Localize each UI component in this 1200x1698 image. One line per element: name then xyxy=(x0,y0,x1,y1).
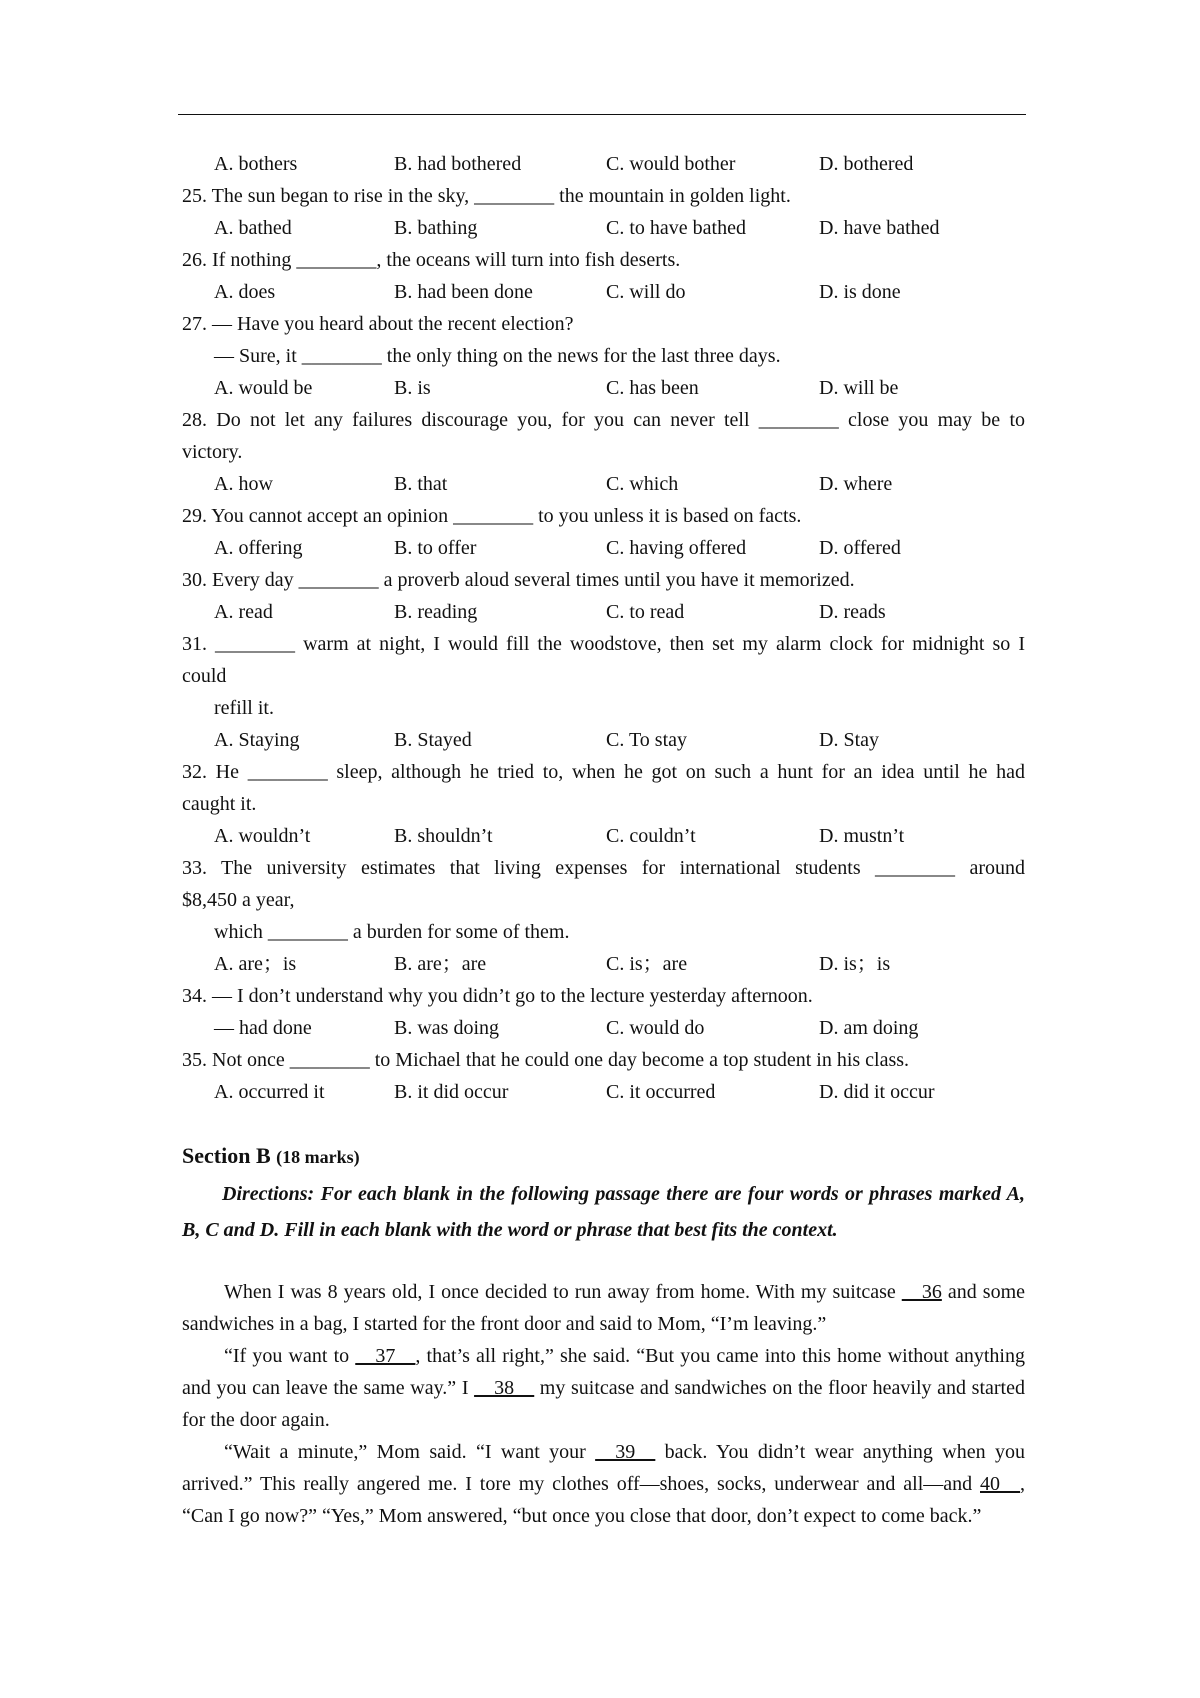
q31-options xyxy=(182,724,1025,756)
passage-text: back. You didn’t wear anything when you arrived.” This really angered me. I tore my clothes off—shoes, socks, underwear and all—and xyxy=(182,1441,1025,1495)
passage-text: , “Can I go now?” “Yes,” Mom answered, “but once you close that door, don’t expect to come back.” xyxy=(182,1473,1025,1527)
q24-option-a: A. bothers xyxy=(214,153,298,175)
q24-options xyxy=(182,148,1025,180)
q28-options xyxy=(182,468,1025,500)
q34-option-a: — had done xyxy=(214,1017,312,1039)
q34-option-d: D. am doing xyxy=(819,1017,919,1039)
q35-option-a: A. occurred it xyxy=(214,1081,325,1103)
q32-option-d: D. mustn’t xyxy=(819,825,905,847)
blank-38: __38__ xyxy=(474,1377,535,1399)
blank-40: 40__ xyxy=(980,1473,1020,1495)
cloze-passage xyxy=(182,1276,1025,1532)
q33-option-a: A. are；is xyxy=(214,953,297,975)
q34-stem: 34. — I don’t understand why you didn’t go to the lecture yesterday afternoon. xyxy=(182,985,813,1007)
q31-option-a: A. Staying xyxy=(214,729,300,751)
header-rule xyxy=(178,114,1026,115)
q33-options xyxy=(182,948,1025,980)
q25-options xyxy=(182,212,1025,244)
q34-option-b: B. was doing xyxy=(394,1017,499,1039)
q33-stem: 33. The university estimates that living expenses for international students ________ around xyxy=(182,857,1025,879)
q33-option-d: D. is；is xyxy=(819,953,891,975)
q28-option-a: A. how xyxy=(214,473,273,495)
q28-option-d: D. where xyxy=(819,473,893,495)
passage-text: “If you want to xyxy=(224,1345,356,1367)
passage-text: “Wait a minute,” Mom said. “I want your xyxy=(224,1441,596,1463)
q33-stem-cont2: which ________ a burden for some of them. xyxy=(214,921,570,943)
q25-option-b: B. bathing xyxy=(394,217,478,239)
q29-option-c: C. having offered xyxy=(606,537,747,559)
q30-option-d: D. reads xyxy=(819,601,886,623)
q25-option-d: D. have bathed xyxy=(819,217,940,239)
section-b-title: Section B xyxy=(182,1143,271,1168)
q29-option-b: B. to offer xyxy=(394,537,477,559)
q35-stem: 35. Not once ________ to Michael that he could one day become a top student in his class. xyxy=(182,1049,910,1071)
q32-option-b: B. shouldn’t xyxy=(394,825,493,847)
q30-option-b: B. reading xyxy=(394,601,478,623)
blank-37: __37__ xyxy=(355,1345,416,1367)
passage-text: and some sandwiches in a bag, I started for the front door and said to Mom, “I’m leaving.” xyxy=(182,1281,1026,1335)
q26-option-d: D. is done xyxy=(819,281,901,303)
q27-option-c: C. has been xyxy=(606,377,699,399)
q24-option-b: B. had bothered xyxy=(394,153,522,175)
q27-option-a: A. would be xyxy=(214,377,313,399)
q30-option-a: A. read xyxy=(214,601,273,623)
q28-stem: 28. Do not let any failures discourage you, for you can never tell ________ close you may be to xyxy=(182,409,1025,431)
q24-option-d: D. bothered xyxy=(819,153,914,175)
q35-options xyxy=(182,1076,1025,1108)
q29-option-d: D. offered xyxy=(819,537,901,559)
q26-stem: 26. If nothing ________, the oceans will turn into fish deserts. xyxy=(182,249,681,271)
q34-options xyxy=(182,1012,1025,1044)
q30-stem: 30. Every day ________ a proverb aloud several times until you have it memorized. xyxy=(182,569,855,591)
q29-options xyxy=(182,532,1025,564)
q27-options xyxy=(182,372,1025,404)
q27-option-b: B. is xyxy=(394,377,431,399)
passage-text: my suitcase and sandwiches on the floor heavily and started for the door again. xyxy=(182,1377,1025,1431)
q24-option-c: C. would bother xyxy=(606,153,736,175)
q30-options xyxy=(182,596,1025,628)
section-b-marks: (18 marks) xyxy=(276,1147,360,1167)
q31-stem-cont: could xyxy=(182,665,227,687)
q27-stem-reply: — Sure, it ________ the only thing on the news for the last three days. xyxy=(214,345,781,367)
q35-option-b: B. it did occur xyxy=(394,1081,509,1103)
q32-stem-cont: caught it. xyxy=(182,793,257,815)
q34-option-c: C. would do xyxy=(606,1017,705,1039)
q33-stem-cont: $8,450 a year, xyxy=(182,889,295,911)
q33-option-b: B. are；are xyxy=(394,953,487,975)
q26-option-c: C. will do xyxy=(606,281,686,303)
q29-option-a: A. offering xyxy=(214,537,303,559)
q31-option-d: D. Stay xyxy=(819,729,879,751)
q32-option-c: C. couldn’t xyxy=(606,825,696,847)
q26-option-b: B. had been done xyxy=(394,281,533,303)
q27-stem: 27. — Have you heard about the recent election? xyxy=(182,313,574,335)
q27-option-d: D. will be xyxy=(819,377,899,399)
q31-stem-cont2: refill it. xyxy=(214,697,274,719)
q28-stem-cont: victory. xyxy=(182,441,243,463)
q33-option-c: C. is；are xyxy=(606,953,688,975)
q32-options xyxy=(182,820,1025,852)
q30-option-c: C. to read xyxy=(606,601,685,623)
q25-option-c: C. to have bathed xyxy=(606,217,746,239)
passage-text: , that’s all right,” she said. “But you came into this home without anything and you can leave the same way.” I xyxy=(182,1345,1025,1399)
q31-stem: 31. ________ warm at night, I would fill the woodstove, then set my alarm clock for midnight so I xyxy=(182,633,1025,655)
passage-paragraph-2 xyxy=(182,1340,1025,1436)
q28-option-b: B. that xyxy=(394,473,448,495)
q31-option-c: C. To stay xyxy=(606,729,688,751)
section-b-heading xyxy=(182,1136,1025,1176)
passage-paragraph-3 xyxy=(182,1436,1025,1532)
q26-option-a: A. does xyxy=(214,281,276,303)
q25-stem: 25. The sun began to rise in the sky, ________ the mountain in golden light. xyxy=(182,185,791,207)
passage-text: When I was 8 years old, I once decided to run away from home. With my suitcase xyxy=(224,1281,902,1303)
blank-36: __36 xyxy=(901,1281,942,1303)
passage-paragraph-1 xyxy=(182,1276,1025,1340)
q25-option-a: A. bathed xyxy=(214,217,292,239)
q32-stem: 32. He ________ sleep, although he tried to, when he got on such a hunt for an idea until he had xyxy=(182,761,1025,783)
q35-option-d: D. did it occur xyxy=(819,1081,935,1103)
q31-option-b: B. Stayed xyxy=(394,729,472,751)
q32-option-a: A. wouldn’t xyxy=(214,825,311,847)
q35-option-c: C. it occurred xyxy=(606,1081,716,1103)
section-b-directions xyxy=(182,1176,1025,1248)
exam-content xyxy=(182,148,1025,1532)
q26-options xyxy=(182,276,1025,308)
blank-39: __39__ xyxy=(595,1441,656,1463)
directions-text: Directions: For each blank in the following passage there are four words or phrases marked A, B, C and D. Fill in each blank with the word or phrase that best fits the context. xyxy=(182,1183,1025,1241)
q28-option-c: C. which xyxy=(606,473,679,495)
q29-stem: 29. You cannot accept an opinion ________ to you unless it is based on facts. xyxy=(182,505,802,527)
